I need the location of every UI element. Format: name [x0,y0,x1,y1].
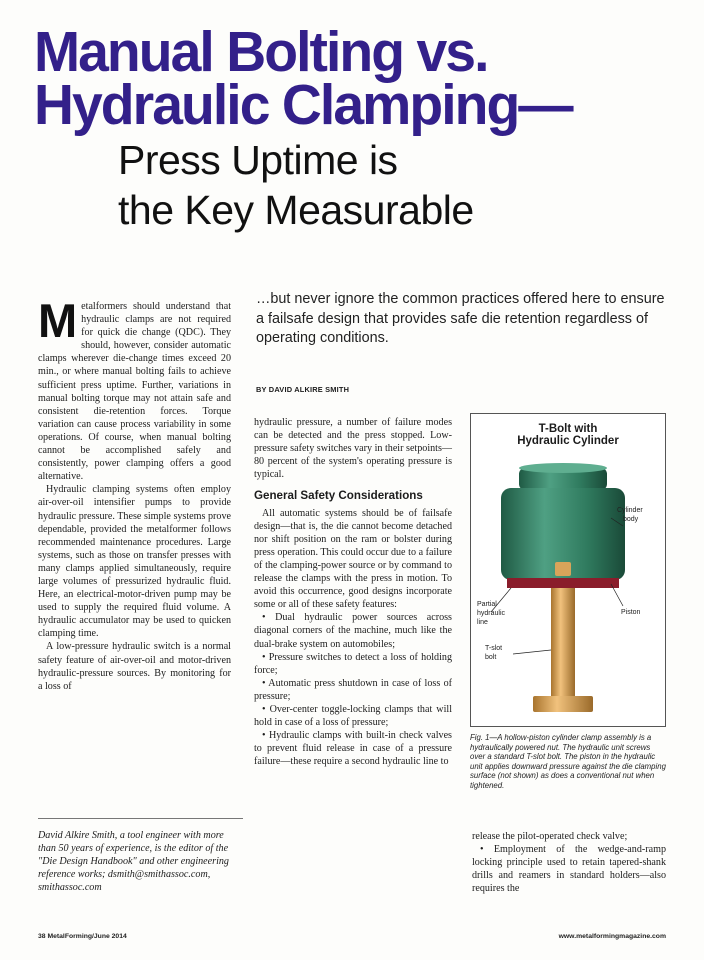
article-column-1 [38,294,231,693]
author-bio: David Alkire Smith, a tool engineer with more than 50 years of experience, is the editor of the "Die Design Handbook" and other engineering reference works; dsmith@smithassoc.com, smithassoc.com [38,818,243,894]
body-paragraph: Hydraulic clamping systems often employ air-over-oil intensifier pumps to provide hydraulic pressure. These simple systems prove dependable, provided the metalformer follows recommended maintenance procedures. Large systems, such as those on transfer presses with many clamps applied simultaneously, require large volumes of pressurized hydraulic fluid. Here, an electrical-motor-driven pump may be used to supply the required fluid volume. A hydraulic accumulator may be used to quicken clamping time. [38,484,231,640]
body-paragraph: A low-pressure hydraulic switch is a normal safety feature of air-over-oil and motor-driven hydraulic-pressure sources. By monitoring for a loss of [38,641,231,692]
figure-t-bolt-cylinder [470,413,666,727]
label-t-slot: T-slot [485,645,503,652]
byline: BY DAVID ALKIRE SMITH [256,385,350,394]
label-bolt: bolt [485,654,497,661]
footer-folio: 38 MetalForming/June 2014 [38,933,127,940]
body-paragraph: hydraulic pressure, a number of failure modes can be detected and the press stopped. Low-pressure safety switches vary in their setpoints—80 percent of the system's operating pressure is typical. [254,417,452,481]
subheadline-line-1: Press Uptime is [118,137,398,183]
footer-url: www.metalformingmagazine.com [558,933,666,940]
figure-title-line-2: Hydraulic Cylinder [517,435,619,447]
page-footer [38,933,666,940]
label-partial: Partial [477,601,497,608]
section-subhead: General Safety Considerations [254,489,423,503]
leader-line [513,650,551,654]
cylinder-cap-top [519,463,607,473]
lead-paragraph-text: etalformers should understand that hydraulic clamps are not required for quick die change (QDC). They should, however, consider automatic clamps wherever die-change times exceed 20 min., or where manual bolting fails to achieve sufficient press uptime. Further, variations in manual bolting torque may not attain safe and consistent die-retention forces. Torque variation can cause process variability in some operations. Of course, when manual bolting cannot be accomplished safely and consistently, power clamping offers a good alternative. [38,301,231,483]
label-body: body [623,516,639,523]
figure-caption: Fig. 1—A hollow-piston cylinder clamp assembly is a hydraulically powered nut. The hydraulic unit screws over a standard T-slot bolt. The piston in the hydraulic unit applies downward pressure against the die clamping surface (not shown) as does a conventional nut when tightened. [470,733,666,790]
figure-illustration [471,444,665,724]
bullet-item: • Over-center toggle-locking clamps that will hold in case of a loss of pressure; [254,703,452,729]
bullet-item: • Dual hydraulic power sources across diagonal corners of the machine, much like the dual-brake system on automobiles; [254,612,452,650]
article-deck: …but never ignore the common practices offered here to ensure a failsafe design that provides safe die retention regardless of operating conditions. [256,291,665,346]
figure-title-line-1: T-Bolt with [538,423,598,435]
leader-line [491,588,511,612]
t-slot-bolt-shank [551,588,575,698]
bullet-item: • Employment of the wedge-and-ramp locking principle used to retain tapered-shank drills and reamers in standard holders—also requires the [472,844,666,895]
label-hydraulic: hydraulic [477,610,506,617]
headline-line-2: Hydraulic Clamping— [34,73,572,137]
piston [507,578,619,588]
article-column-3 [472,830,666,895]
article-column-2 [254,416,452,768]
lead-paragraph [38,294,231,483]
body-paragraph: All automatic systems should be of failsafe design—that is, the die cannot become detached nor shift position on the ram or bolster during press operation. This could occur due to a failure of the clamping-power source or by command to release the clamps with the press in motion. To avoid this occurrence, good designs incorporate some or all of these safety features: [254,507,452,611]
label-cylinder: Cylinder [617,507,643,514]
bolt-nut [555,562,571,576]
label-piston: Piston [621,609,641,616]
bullet-item: • Automatic press shutdown in case of loss of pressure; [254,677,452,702]
t-slot-bolt-head [533,696,593,712]
headline-line-1: Manual Bolting vs. [34,20,488,84]
headline [34,20,684,233]
label-line: line [477,619,488,626]
drop-cap: M [38,294,78,347]
bullet-item: • Hydraulic clamps with built-in check valves to prevent fluid release in case of a pressure failure—these require a second hydraulic line to [254,730,452,768]
subheadline-line-2: the Key Measurable [118,187,474,233]
body-paragraph: release the pilot-operated check valve; [472,831,628,842]
bullet-item: • Pressure switches to detect a loss of holding force; [254,651,452,676]
